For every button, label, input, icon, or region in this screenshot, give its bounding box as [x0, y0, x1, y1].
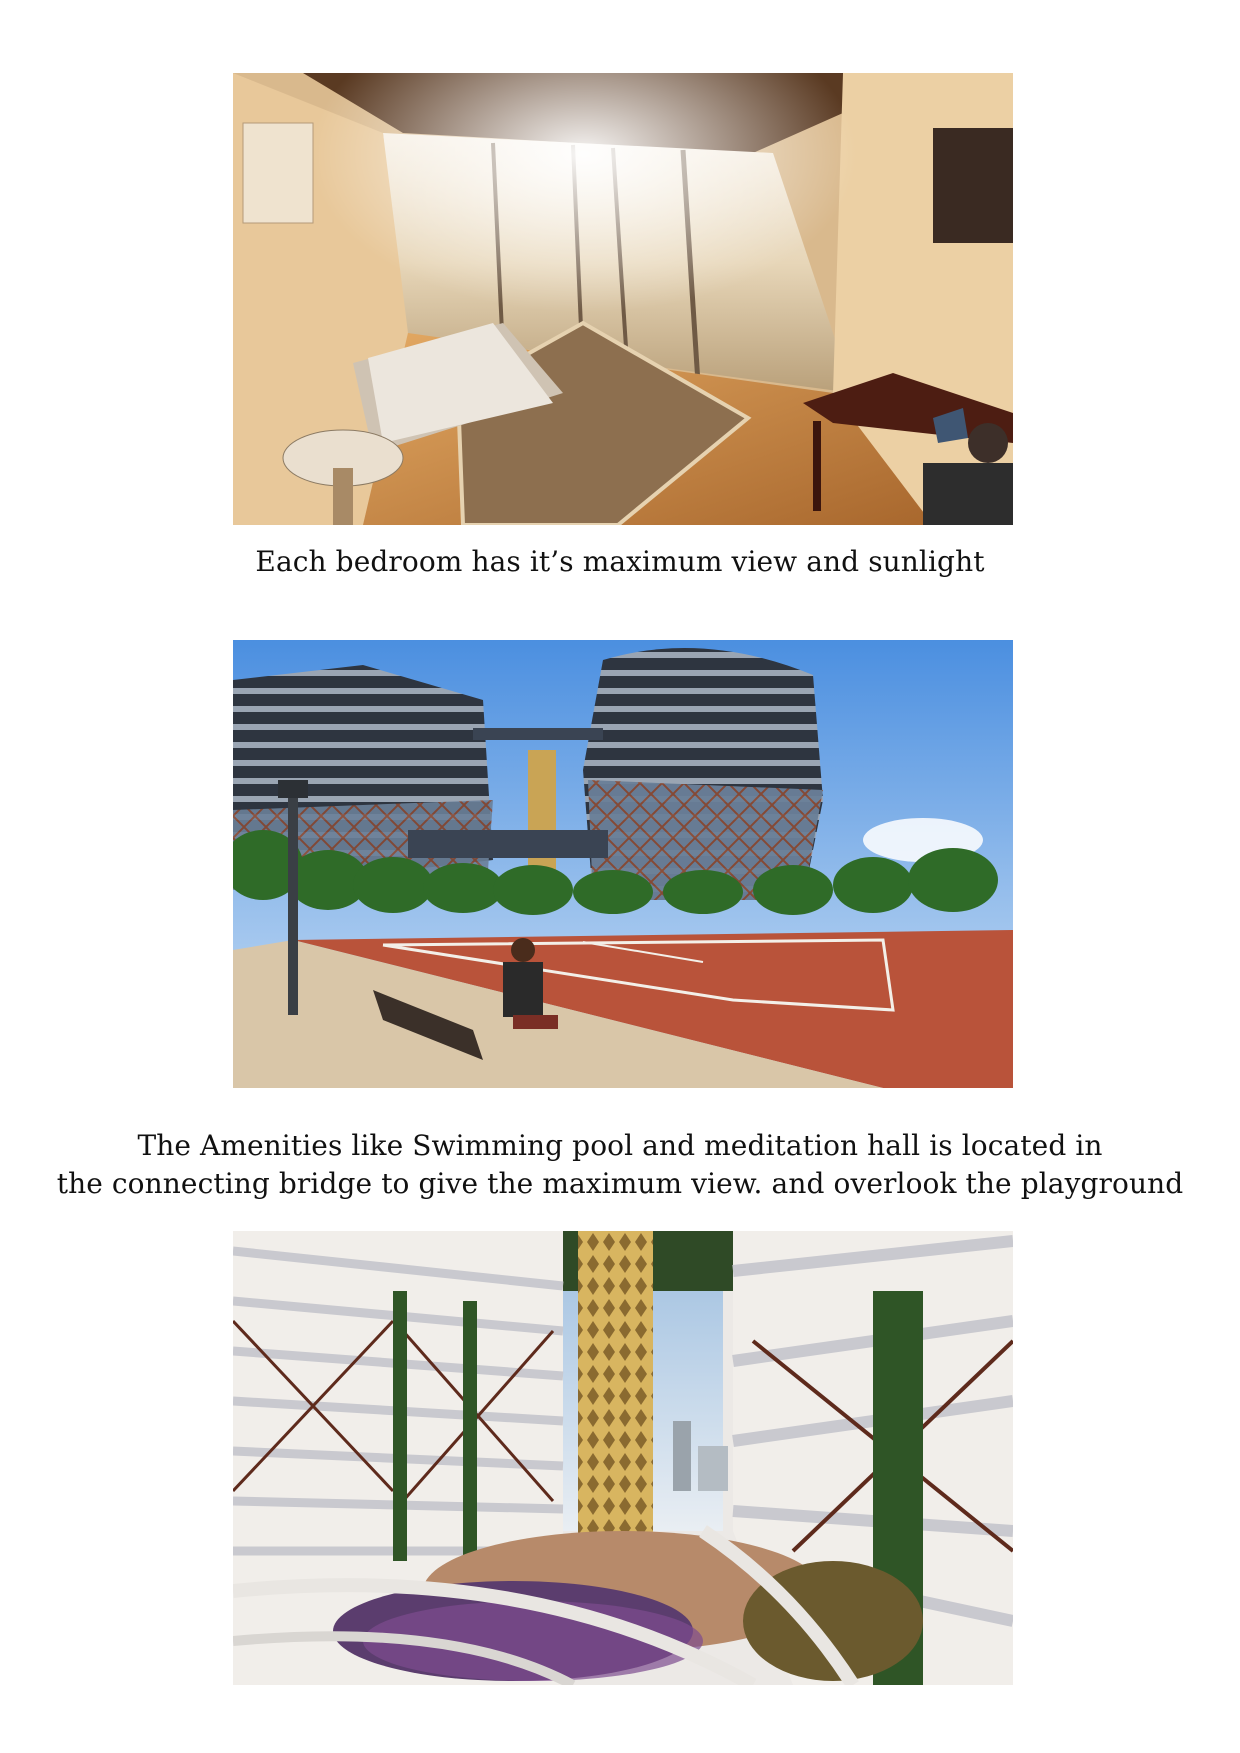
bedroom-render-image [233, 73, 1013, 525]
amenities-caption-line-2: the connecting bridge to give the maximum view. and overlook the playground [56, 1167, 1184, 1200]
bedroom-caption: Each bedroom has it’s maximum view and sunlight [255, 545, 985, 578]
towers-court-render-image [233, 640, 1013, 1088]
amenities-caption [0, 1127, 1240, 1203]
courtyard-render-image [233, 1231, 1013, 1685]
amenities-caption-line-1: The Amenities like Swimming pool and meditation hall is located in [137, 1129, 1103, 1162]
